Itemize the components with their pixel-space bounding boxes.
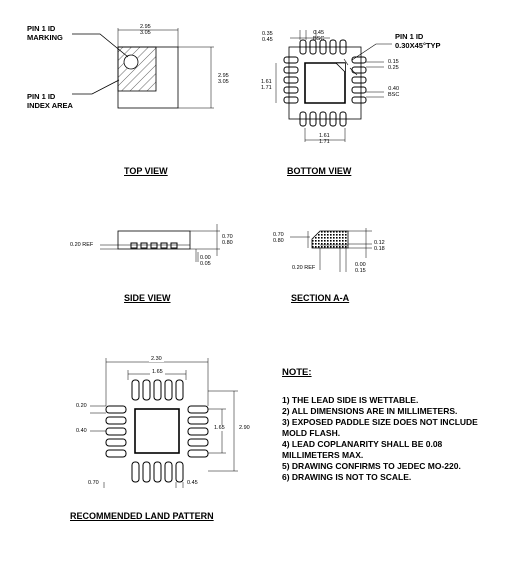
dim-bottom-bottom: 1.61 1.71: [319, 133, 330, 145]
note-item: 5) DRAWING CONFIRMS TO JEDEC MO-220.: [282, 461, 461, 471]
section-body: [312, 231, 348, 248]
dim-side-height: 0.70 0.80: [222, 234, 233, 246]
dim-section-bottom: 0.00 0.15: [355, 262, 366, 274]
notes-list: [282, 395, 482, 483]
dim-bottom-left: 1.61 1.71: [261, 79, 272, 91]
pin1-marking-label: PIN 1 ID MARKING: [27, 24, 63, 42]
exposed-paddle: [305, 63, 345, 103]
side-leads: [131, 243, 177, 248]
pin1-marking-dot: [124, 55, 138, 69]
side-view-body: [118, 231, 190, 249]
dim-side-bottom: 0.00 0.05: [200, 255, 211, 267]
bottom-leads-right: [352, 57, 366, 103]
note-item: 6) DRAWING IS NOT TO SCALE.: [282, 472, 412, 482]
dim-land-bottom-right: 0.45: [187, 480, 198, 486]
dim-top-width: 2.95 3.05: [140, 24, 151, 36]
dim-land-pitch: 0.40: [76, 428, 87, 434]
dim-top-height: 2.95 3.05: [218, 73, 229, 85]
bottom-leads-left: [284, 57, 298, 103]
land-pads-bottom: [132, 462, 183, 482]
land-center-pad: [135, 409, 179, 453]
note-item: 3) EXPOSED PADDLE SIZE DOES NOT INCLUDE MOLD FLASH.: [282, 417, 478, 438]
note-item: 2) ALL DIMENSIONS ARE IN MILLIMETERS.: [282, 406, 458, 416]
land-pattern: [90, 358, 238, 488]
pin1-index-label: PIN 1 ID INDEX AREA: [27, 92, 73, 110]
dim-land-inner: 1.65: [152, 369, 163, 375]
dim-section-ref: 0.20 REF: [292, 265, 316, 271]
bottom-view: [276, 30, 392, 142]
dim-land-width: 2.30: [151, 356, 162, 362]
note-item: 4) LEAD COPLANARITY SHALL BE 0.08 MILLIMETERS MAX.: [282, 439, 443, 460]
dim-section-height: 0.70 0.80: [273, 232, 284, 244]
land-pattern-title: RECOMMENDED LAND PATTERN: [70, 511, 214, 521]
section-view-title: SECTION A-A: [291, 293, 350, 303]
dim-land-pad-width: 0.20: [76, 403, 87, 409]
bottom-view-body: [289, 47, 361, 119]
dim-bottom-right-2: 0.40 BSC: [388, 86, 400, 98]
top-view-title: TOP VIEW: [124, 166, 168, 176]
pin1-bottom-label: PIN 1 ID 0.30X45°TYP: [395, 32, 441, 50]
land-pads-right: [188, 406, 208, 457]
bottom-view-title: BOTTOM VIEW: [287, 166, 352, 176]
dim-bottom-pitch-b: 0.45 BSC: [313, 30, 325, 42]
land-pads-top: [132, 380, 183, 400]
dim-side-ref: 0.20 REF: [70, 242, 94, 248]
side-view-title: SIDE VIEW: [124, 293, 171, 303]
top-view: [72, 28, 214, 108]
notes-title: NOTE:: [282, 367, 312, 378]
dim-land-right-2: 2.90: [239, 425, 250, 431]
dim-section-right: 0.12 0.18: [374, 240, 385, 252]
dim-land-right-1: 1.65: [214, 425, 225, 431]
dim-bottom-pitch-a: 0.35 0.45: [262, 31, 273, 43]
dim-land-bottom-left: 0.70: [88, 480, 99, 486]
dim-bottom-right-1: 0.15 0.25: [388, 59, 399, 71]
land-pads-left: [106, 406, 126, 457]
note-item: 1) THE LEAD SIDE IS WETTABLE.: [282, 395, 419, 405]
